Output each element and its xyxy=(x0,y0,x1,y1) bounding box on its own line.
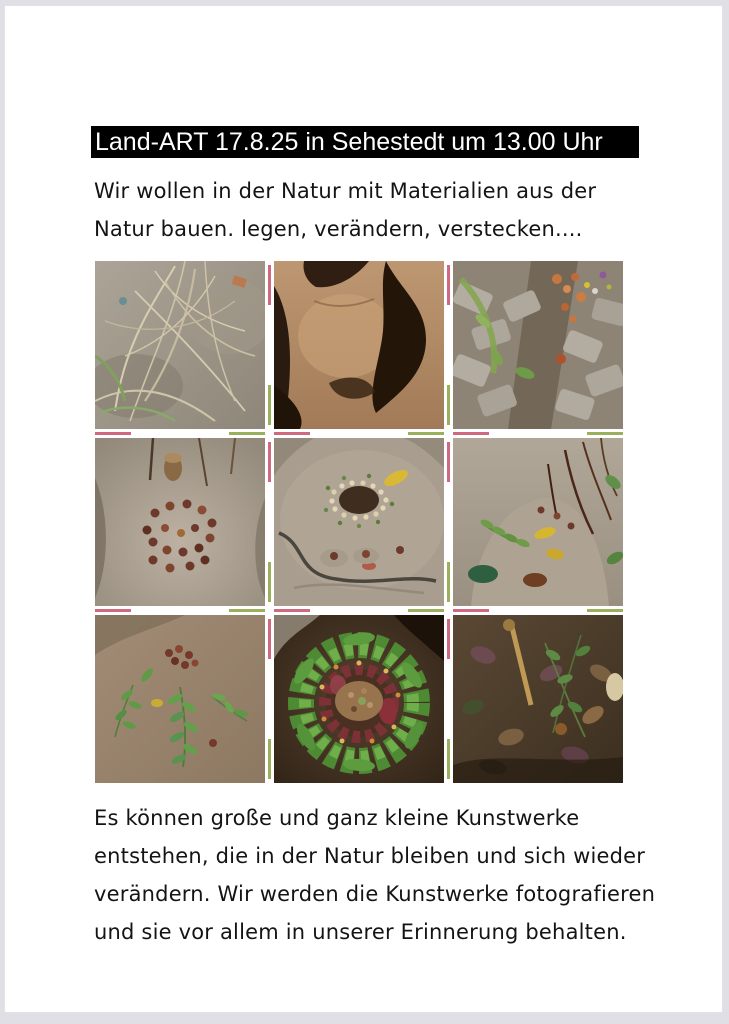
outro-line: entstehen, die in der Natur bleiben und sich wieder xyxy=(94,844,646,868)
photo-grid xyxy=(95,261,623,783)
photo-sand-mandala xyxy=(274,438,444,606)
photo-acorn-spiral xyxy=(95,438,265,606)
grid-crop-mark xyxy=(229,609,265,612)
grid-crop-mark xyxy=(408,609,444,612)
grid-crop-mark xyxy=(447,562,450,602)
grid-crop-mark xyxy=(587,432,623,435)
photo-dug-sand xyxy=(274,261,444,429)
grid-crop-mark xyxy=(447,442,450,482)
photo-ferns-on-sand xyxy=(95,615,265,783)
photo-mound-with-twigs xyxy=(453,438,623,606)
photo-fern-ring-mandala xyxy=(274,615,444,783)
grid-crop-mark xyxy=(268,619,271,659)
grid-crop-mark xyxy=(268,265,271,305)
intro-paragraph xyxy=(94,172,674,248)
grid-crop-mark xyxy=(229,432,265,435)
grid-crop-mark xyxy=(95,609,131,612)
grid-crop-mark xyxy=(453,609,489,612)
grid-crop-mark xyxy=(587,609,623,612)
grid-crop-mark xyxy=(447,619,450,659)
grid-crop-mark xyxy=(447,265,450,305)
grid-crop-mark xyxy=(268,385,271,425)
grid-crop-mark xyxy=(447,739,450,779)
photo-roots-in-sand xyxy=(95,261,265,429)
grid-crop-mark xyxy=(268,442,271,482)
grid-crop-mark xyxy=(408,432,444,435)
outro-paragraph xyxy=(94,799,694,951)
intro-line: Wir wollen in der Natur mit Materialien aus der xyxy=(94,179,597,203)
outro-line: verändern. Wir werden die Kunstwerke fotografieren xyxy=(94,882,656,906)
photo-paving-stones xyxy=(453,261,623,429)
grid-crop-mark xyxy=(268,739,271,779)
outro-line: Es können große und ganz kleine Kunstwerke xyxy=(94,806,580,830)
flyer-page xyxy=(4,5,723,1013)
intro-line: Natur bauen. legen, verändern, verstecken.... xyxy=(94,217,583,241)
grid-crop-mark xyxy=(453,432,489,435)
grid-crop-mark xyxy=(95,432,131,435)
grid-crop-mark xyxy=(274,609,310,612)
grid-crop-mark xyxy=(268,562,271,602)
grid-crop-mark xyxy=(447,385,450,425)
grid-crop-mark xyxy=(274,432,310,435)
photo-forest-floor xyxy=(453,615,623,783)
page-title: Land-ART 17.8.25 in Sehestedt um 13.00 Uhr xyxy=(91,126,639,158)
outro-line: und sie vor allem in unserer Erinnerung behalten. xyxy=(94,920,627,944)
